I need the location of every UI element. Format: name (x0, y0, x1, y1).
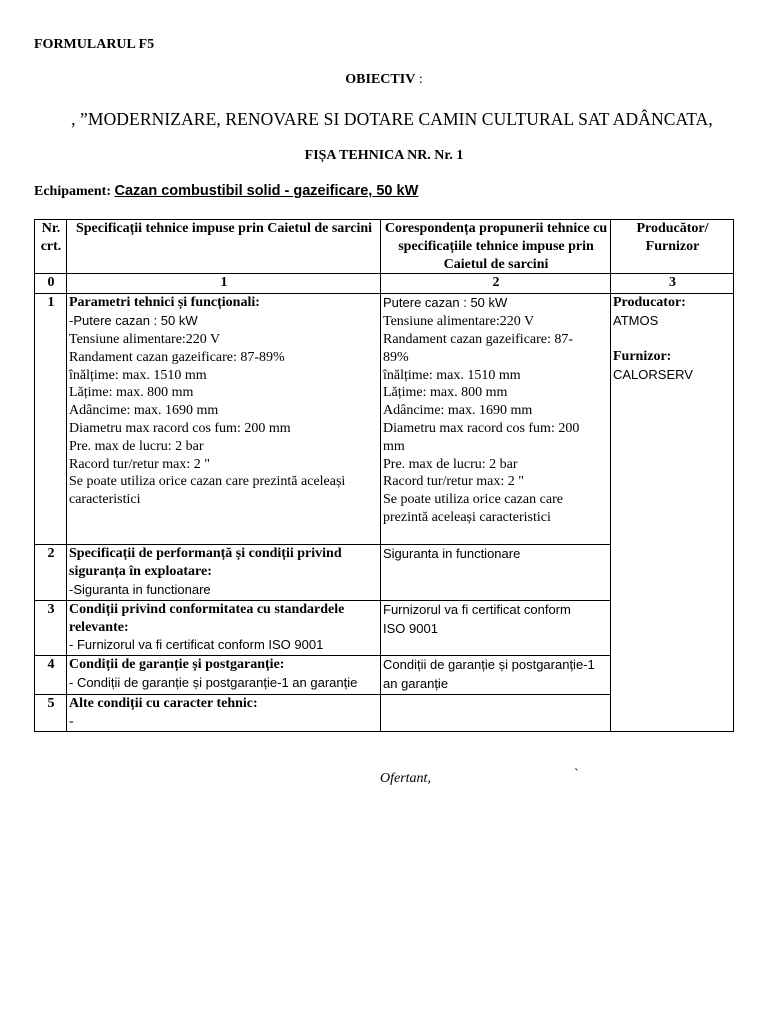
supplier-cell (611, 294, 734, 731)
table-index-row (35, 274, 734, 294)
spec-title: Parametri tehnici și funcționali: (69, 295, 260, 311)
spec-cell (67, 694, 381, 731)
proposal-cell (381, 694, 611, 731)
sheet-title: FIȘA TEHNICA NR. Nr. 1 (304, 148, 464, 163)
header-spec: Specificații tehnice impuse prin Caietul de sarcini (67, 220, 381, 274)
header-supplier: Producător/ Furnizor (611, 220, 734, 274)
spec-title: Condiții de garanție și postgaranție: (69, 657, 285, 673)
table-row (35, 294, 734, 545)
spec-cell (67, 600, 381, 655)
header-proposal: Corespondența propunerii tehnice cu specificațiile tehnice impuse prin Caietul de sarcini (381, 220, 611, 274)
index-cell: 2 (381, 274, 611, 294)
spacer (613, 330, 732, 348)
spec-cell (67, 656, 381, 695)
form-code: FORMULARUL F5 (34, 37, 155, 52)
objective-label-text: OBIECTIV (345, 72, 416, 87)
signature-label: Ofertant, (380, 771, 431, 786)
spec-cell (67, 294, 381, 545)
spec-body: - (69, 713, 74, 729)
proposal-cell (381, 600, 611, 655)
row-number: 1 (35, 294, 67, 545)
objective-colon: : (415, 72, 423, 87)
header-nr: Nr. crt. (35, 220, 67, 274)
equipment-label: Echipament: (34, 184, 115, 199)
producer-value: ATMOS (613, 313, 659, 329)
supplier-value: CALORSERV (613, 366, 693, 382)
spec-body: - Furnizorul va fi certificat conform ISO 9001 (69, 637, 324, 653)
row-number: 5 (35, 694, 67, 731)
spec-title: Alte condiții cu caracter tehnic: (69, 695, 258, 711)
spec-title: Specificații de performanță și condiții privind siguranța în exploatare: (69, 546, 342, 580)
equipment-line (34, 183, 418, 200)
index-cell: 0 (35, 274, 67, 294)
technical-spec-table (34, 219, 734, 732)
spec-cell (67, 545, 381, 600)
proposal-cell (381, 545, 611, 600)
equipment-value: Cazan combustibil solid - gazeificare, 50 kW (114, 183, 419, 199)
proposal-body: Siguranta in functionare (383, 546, 521, 562)
project-title: , ”MODERNIZARE, RENOVARE SI DOTARE CAMIN CULTURAL SAT ADÂNCATA, (71, 109, 713, 129)
proposal-body: Condiții de garanție și postgaranție-1 an garanție (383, 657, 595, 691)
table-header-row (35, 220, 734, 274)
spec-body-sans: -Putere cazan : 50 kW (69, 313, 198, 329)
supplier-label: Furnizor: (613, 348, 672, 364)
proposal-body: Furnizorul va fi certificat conform ISO 9001 (383, 601, 571, 636)
row-number: 3 (35, 600, 67, 655)
spec-body: Tensiune alimentare:220 V Randament cazan gazeificare: 87-89% înălțime: max. 1510 mm Lățime: max. 800 mm Adâncime: max. 1690 mm Diametru max racord cos fum: 200 mm Pre. max de lucru: 2 bar Racord tur/retur max: 2 " Se poate utiliza orice cazan care prezintă aceleași caracteristici (69, 331, 346, 508)
row-number: 4 (35, 656, 67, 695)
proposal-body: Tensiune alimentare:220 V Randament cazan gazeificare: 87- 89% înălțime: max. 1510 mm Lățime: max. 800 mm Adâncime: max. 1690 mm Diametru max racord cos fum: 200 mm Pre. max de lucru: 2 bar Racord tur/retur max: 2 " Se poate utiliza orice cazan care prezintă aceleași caracteristici (383, 314, 580, 525)
spec-body: -Siguranta in functionare (69, 581, 211, 597)
proposal-sans: Putere cazan : 50 kW (383, 295, 508, 311)
proposal-cell (381, 656, 611, 695)
objective-label (0, 72, 768, 88)
index-cell: 1 (67, 274, 381, 294)
proposal-cell (381, 294, 611, 545)
spec-title: Condiții privind conformitatea cu standardele relevante: (69, 601, 345, 635)
row-number: 2 (35, 545, 67, 600)
index-cell: 3 (611, 274, 734, 294)
producer-label: Producator: (613, 295, 686, 311)
spec-body: - Condiții de garanție și postgaranție-1 an garanție (69, 674, 358, 690)
stray-mark: ` (574, 767, 579, 782)
